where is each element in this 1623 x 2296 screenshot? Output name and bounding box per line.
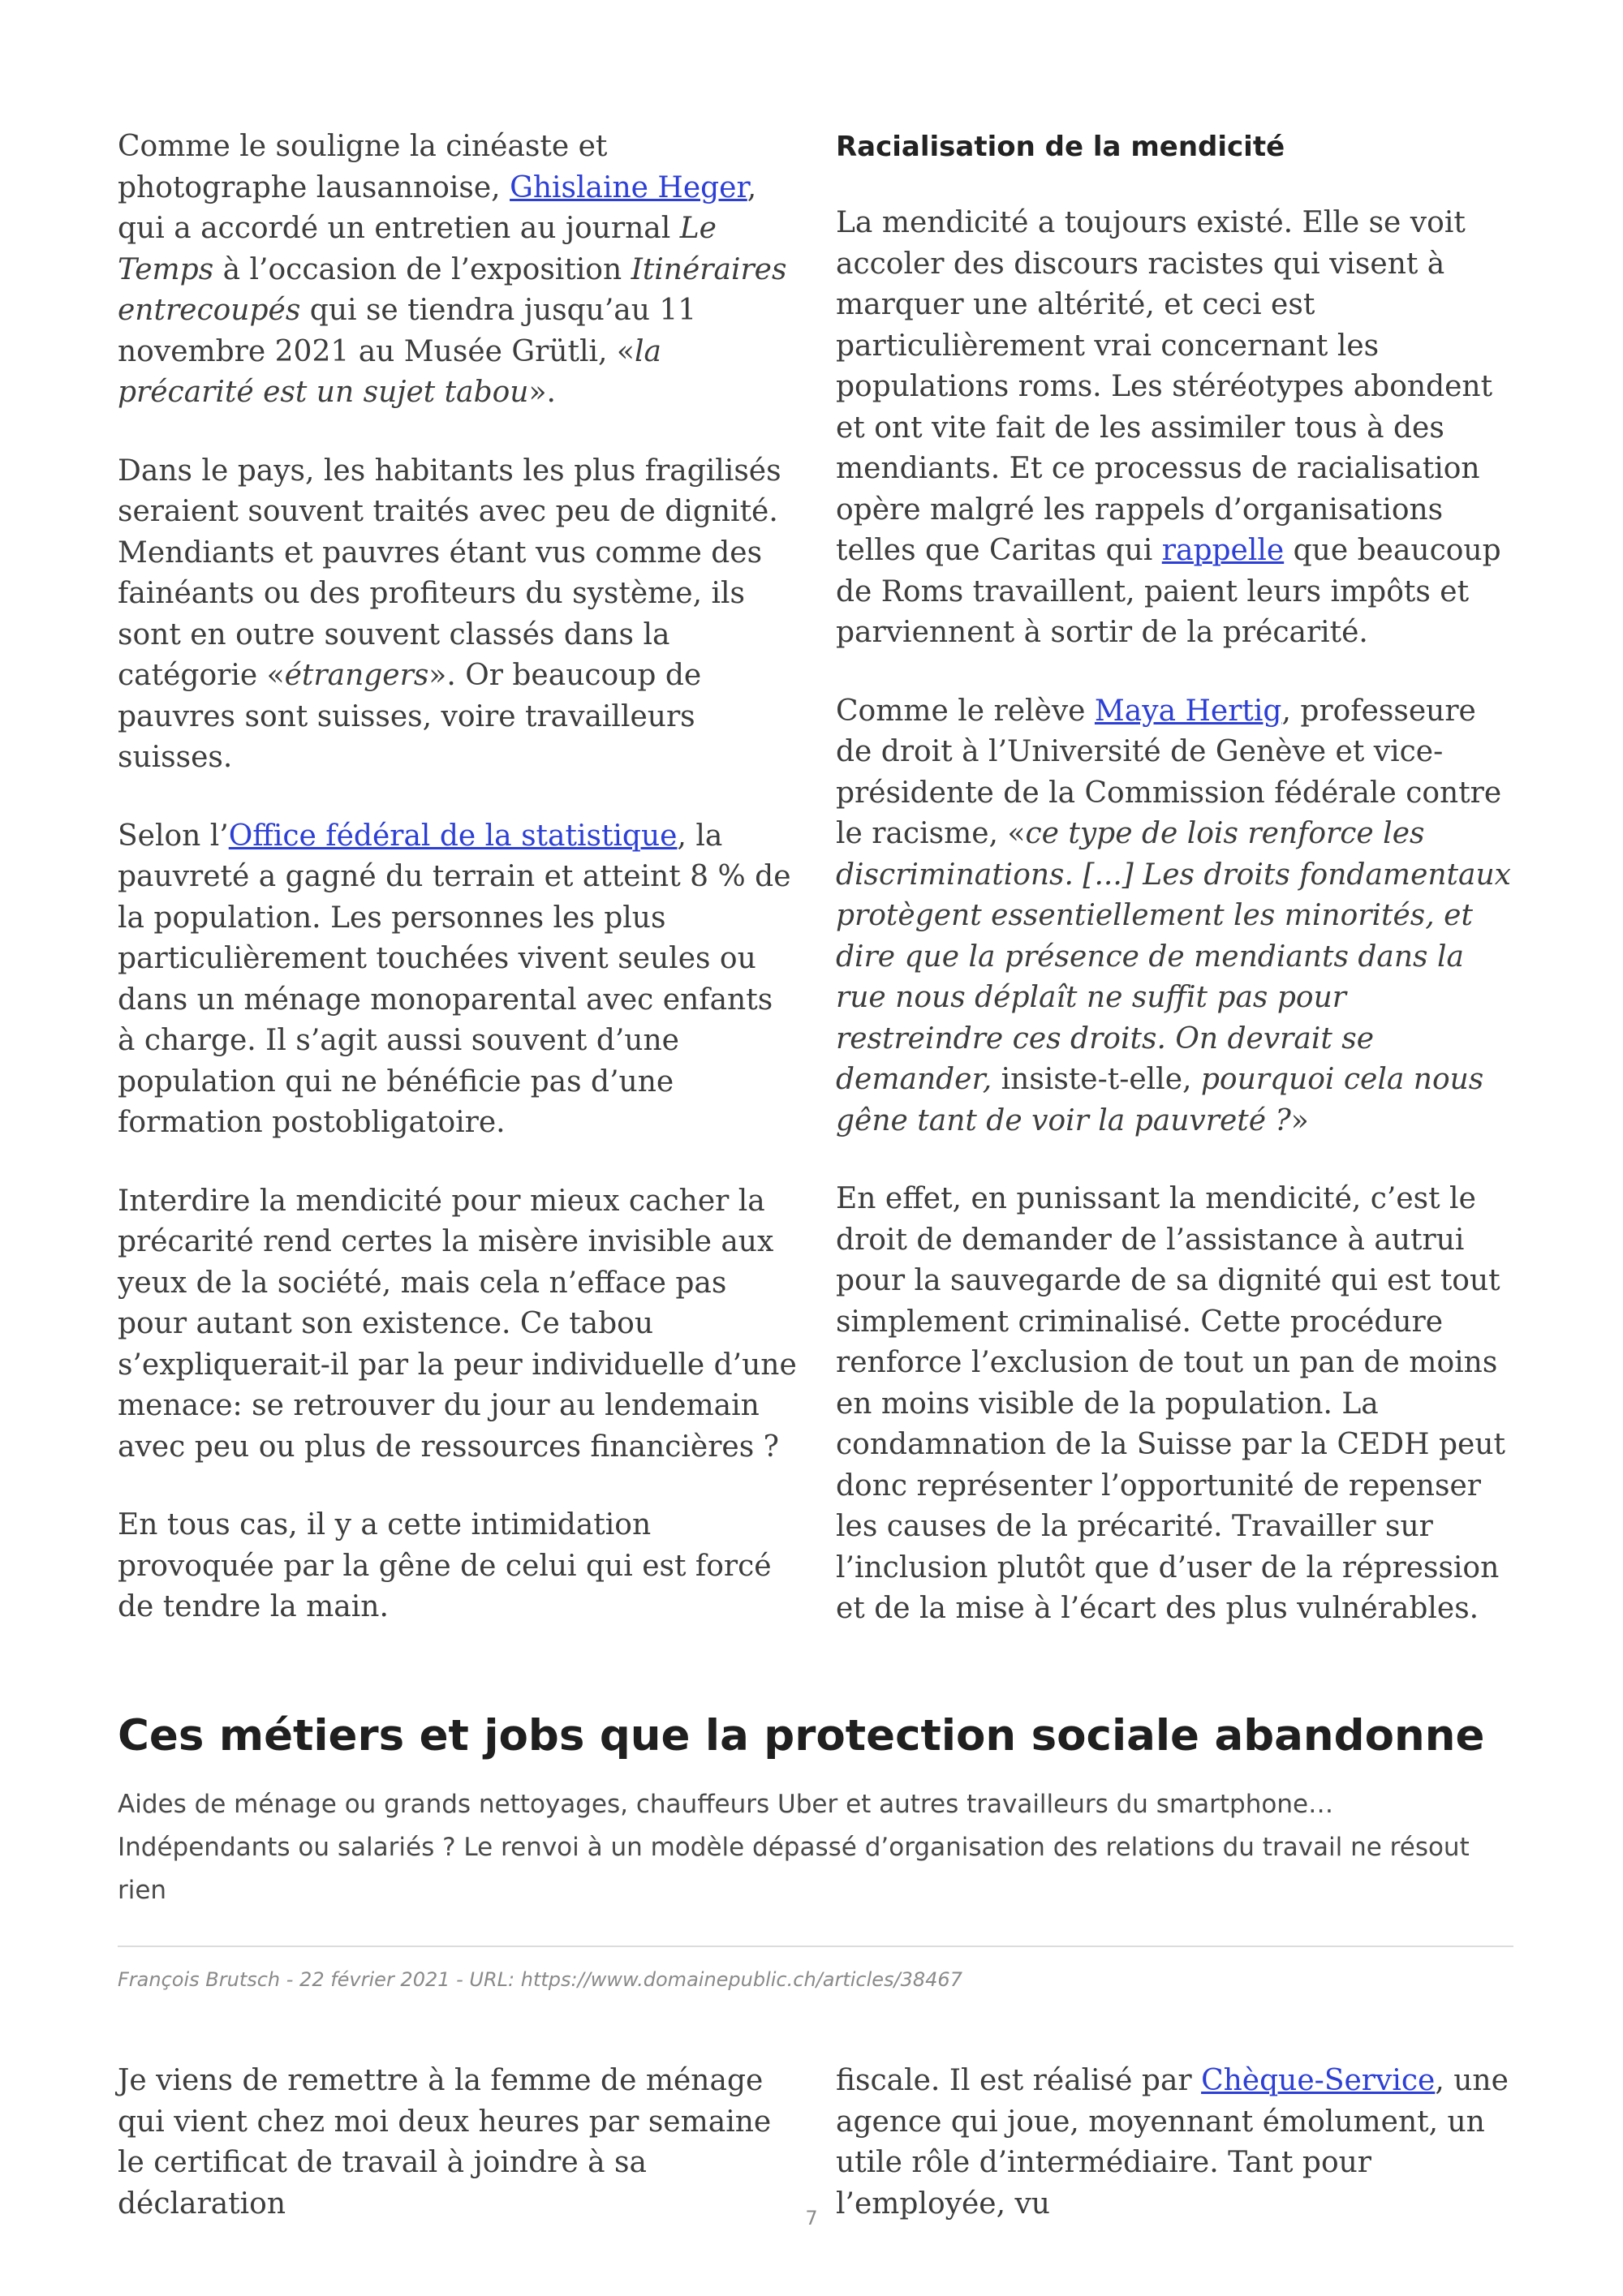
text: Comme le souligne la cinéaste et photographe lausannoise, — [118, 130, 608, 204]
italic-text: Le Temps — [118, 212, 717, 286]
article-body-left — [118, 2061, 799, 2225]
paragraph: Je viens de remettre à la femme de ménage qui vient chez moi deux heures par semaine le certificat de travail à joindre à sa déclaration — [118, 2064, 772, 2221]
text: , une agence qui joue, moyennant émolument, un utile rôle d’intermédiaire. Tant pour l’employée, vu — [836, 2064, 1509, 2221]
paragraph: Interdire la mendicité pour mieux cacher la précarité rend certes la misère invisible aux yeux de la société, mais cela n’efface pas pour autant son existence. Ce tabou s’expliquerait-il par la peur individuelle d’une menace: se retrouver du jour au lendemain avec peu ou plus de ressources financières ? — [118, 1184, 797, 1464]
link-office-federal-statistique[interactable]: Office fédéral de la statistique — [228, 819, 678, 853]
paragraph — [118, 451, 799, 779]
left-column — [118, 127, 799, 1628]
paragraph: En effet, en punissant la mendicité, c’est le droit de demander de l’assistance à autrui pour la sauvegarde de sa dignité qui est tout simplement criminalisé. Cette procédure renforce l’exclusion de tout un pan de moins en moins visible de la population. La condamnation de la Suisse par la CEDH peut donc représenter l’opportunité de repenser les causes de la précarité. Travailler sur l’inclusion plutôt que d’user de la répression et de la mise à l’écart des plus vulnérables. — [836, 1182, 1505, 1625]
link-cheque-service[interactable]: Chèque-Service — [1201, 2064, 1436, 2097]
text: qui se tiendra jusqu’au 11 novembre 2021 au Musée Grütli, « — [118, 294, 697, 368]
text: Dans le pays, les habitants les plus fragilisés seraient souvent traités avec peu de dignité. Mendiants et pauvres étant vus comme des fainéants ou des profiteurs du système, ils sont en outre souvent classés dans la catégorie « — [118, 454, 781, 692]
paragraph — [836, 691, 1518, 1142]
text: » — [1290, 1103, 1309, 1137]
text: Comme le relève — [836, 694, 1095, 728]
article-lead: Aides de ménage ou grands nettoyages, chauffeurs Uber et autres travailleurs du smartphone… Indépendants ou salariés ? Le renvoi à un modèle dépassé d’organisation des relations du travail ne résout rien — [118, 1790, 1470, 1905]
text: que beaucoup de Roms travaillent, paient leurs impôts et parviennent à sortir de la précarité. — [836, 534, 1501, 649]
italic-text: étrangers — [284, 659, 429, 692]
italic-text: ce type de lois renforce les discriminations. [...] Les droits fondamentaux protègent essentiellement les minorités, et dire que la présence de mendiants dans la rue nous déplaît ne suffit pas pour restreindre ces droits. On devrait se demander, — [836, 817, 1511, 1096]
divider — [118, 1946, 1513, 1947]
paragraph — [118, 816, 799, 1144]
italic-text: la précarité est un sujet tabou — [118, 334, 661, 409]
text: ». — [528, 376, 556, 409]
text: insiste-t-elle, — [992, 1063, 1201, 1096]
text: , qui a accordé un entretien au journal — [118, 170, 757, 245]
link-rappelle[interactable]: rappelle — [1161, 534, 1285, 567]
text: à l’occasion de l’exposition — [213, 252, 631, 286]
right-column — [836, 127, 1518, 1630]
italic-text: Itinéraires entrecoupés — [118, 252, 787, 327]
link-ghislaine-heger[interactable]: Ghislaine Heger — [510, 170, 747, 204]
text: La mendicité a toujours existé. Elle se voit accoler des discours racistes qui visent à marquer une altérité, et ceci est particulièrement vrai concernant les populations roms. Les stéréotypes abondent et ont vite fait de les assimiler tous à des mendiants. Et ce processus de racialisation opère malgré les rappels d’organisations telles que Caritas qui — [836, 206, 1493, 567]
link-maya-hertig[interactable]: Maya Hertig — [1094, 694, 1282, 728]
text: , la pauvreté a gagné du terrain et atteint 8 % de la population. Les personnes les plus particulièrement touchées vivent seules ou dans un ménage monoparental avec enfants à charge. Il s’agit aussi souvent d’une population qui ne bénéficie pas d’une formation postobligatoire. — [118, 819, 791, 1139]
paragraph — [836, 203, 1518, 654]
italic-text: pourquoi cela nous gêne tant de voir la pauvreté ? — [836, 1063, 1484, 1137]
section-subheading: Racialisation de la mendicité — [836, 131, 1285, 163]
page-number: 7 — [805, 2207, 818, 2229]
paragraph: En tous cas, il y a cette intimidation provoquée par la gêne de celui qui est forcé de tendre la main. — [118, 1508, 772, 1623]
paragraph — [836, 2061, 1518, 2225]
text: ». Or beaucoup de pauvres sont suisses, voire travailleurs suisses. — [118, 659, 702, 774]
article-title: Ces métiers et jobs que la protection sociale abandonne — [118, 1711, 1485, 1761]
text: , professeure de droit à l’Université de Genève et vice-présidente de la Commission fédérale contre le racisme, « — [836, 694, 1502, 850]
article-body-right — [836, 2061, 1518, 2225]
text: fiscale. Il est réalisé par — [836, 2064, 1202, 2097]
article-meta: François Brutsch - 22 février 2021 - URL: https://www.domainepublic.ch/articles/38467 — [118, 1968, 962, 1991]
text: Selon l’ — [118, 819, 229, 853]
paragraph — [118, 127, 799, 414]
